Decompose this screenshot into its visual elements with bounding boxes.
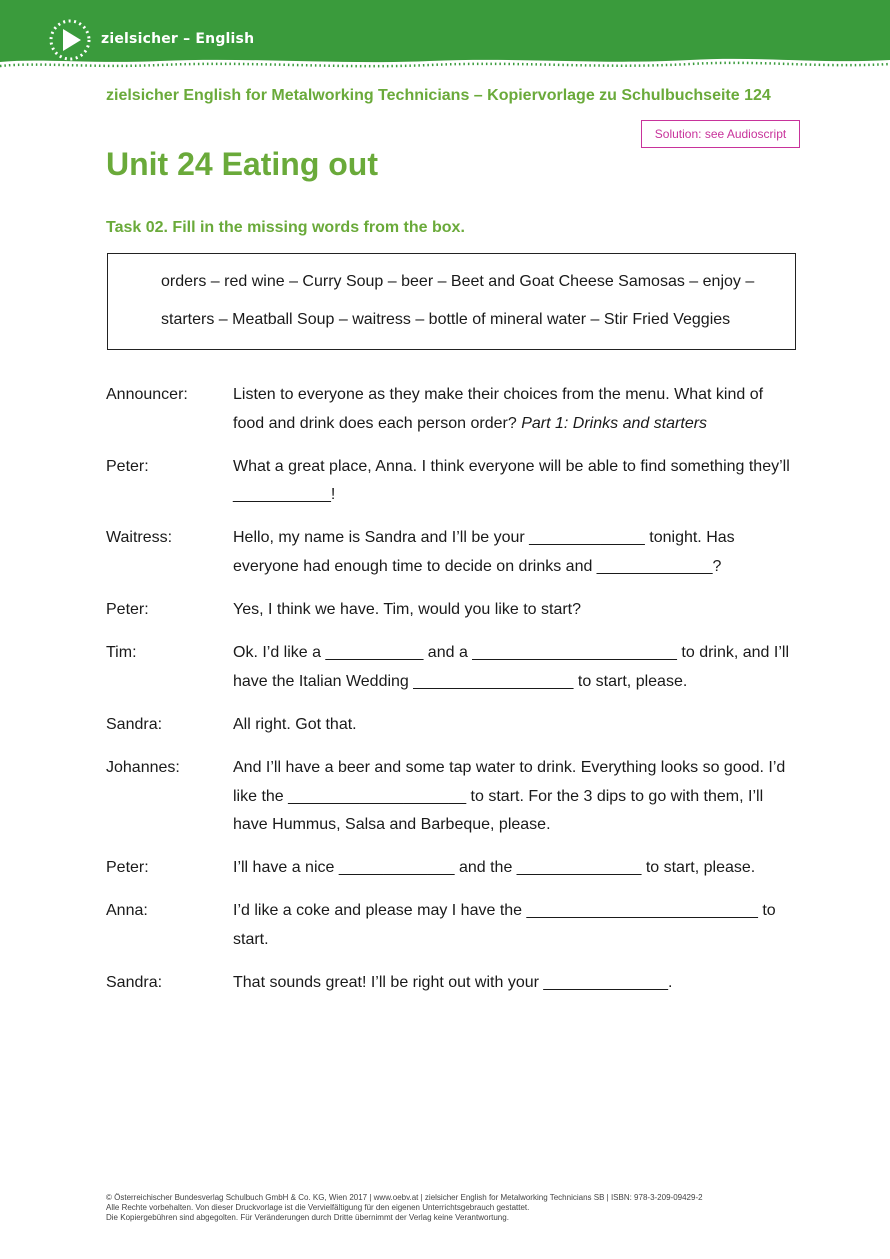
speaker: Peter: xyxy=(106,601,149,619)
task-title: Task 02. Fill in the missing words from the box. xyxy=(106,219,465,236)
dialogue-row xyxy=(106,639,796,696)
dialogue-row xyxy=(106,754,796,840)
dialogue-row xyxy=(106,596,796,625)
dialogue-row xyxy=(106,897,796,954)
speech-text: And I’ll have a beer and some tap water to drink. Everything looks so good. I’d like the ____________________ to start. For the 3 dips to go with them, I’ll have Hummus, Salsa and Barbeque, please. xyxy=(233,758,786,834)
page-subtitle: zielsicher English for Metalworking Technicians – Kopiervorlage zu Schulbuchseite 124 xyxy=(106,87,771,104)
speaker: Johannes: xyxy=(106,758,180,776)
speech-text: I’ll have a nice _____________ and the ______________ to start, please. xyxy=(233,859,756,877)
speech-text: Hello, my name is Sandra and I’ll be your _____________ tonight. Has everyone had enough time to decide on drinks and _____________? xyxy=(233,529,735,575)
speech-text: All right. Got that. xyxy=(233,715,357,733)
word-box-line-2: starters – Meatball Soup – waitress – bottle of mineral water – Stir Fried Veggies xyxy=(161,311,731,328)
speaker: Announcer: xyxy=(106,386,188,403)
footer xyxy=(106,1193,703,1223)
unit-title: Unit 24 Eating out xyxy=(106,146,378,182)
dialogue-row xyxy=(106,711,796,740)
dialogue-row xyxy=(106,453,796,510)
speech xyxy=(233,381,793,438)
speaker: Tim: xyxy=(106,644,137,662)
speech-note: Part 1: Drinks and starters xyxy=(521,414,708,432)
speech-text: That sounds great! I’ll be right out with your ______________. xyxy=(233,974,673,991)
speaker: Sandra: xyxy=(106,715,163,733)
footer-disclaimer: Die Kopiergebühren sind abgegolten. Für Veränderungen durch Dritte übernimmt der Verlag keine Verantwortung. xyxy=(106,1213,509,1222)
dialogue xyxy=(106,381,796,1012)
dialogue-row xyxy=(106,969,796,998)
footer-rights: Alle Rechte vorbehalten. Von dieser Druckvorlage ist die Vervielfältigung für den eigenen Unterrichtsgebrauch gestattet. xyxy=(106,1203,530,1212)
word-box xyxy=(107,253,796,350)
speaker: Peter: xyxy=(106,457,149,475)
speaker: Sandra: xyxy=(106,974,163,991)
speech-text: What a great place, Anna. I think everyone will be able to find something they’ll ___________! xyxy=(233,457,790,504)
solution-note: Solution: see Audioscript xyxy=(641,120,800,148)
dialogue-row xyxy=(106,524,796,581)
dialogue-row xyxy=(106,381,796,438)
speech-text: Listen to everyone as they make their choices from the menu. What kind of food and drink does each person order? xyxy=(233,386,764,432)
speaker: Peter: xyxy=(106,859,149,877)
footer-copyright: © Österreichischer Bundesverlag Schulbuch GmbH & Co. KG, Wien 2017 | www.oebv.at | zielsicher English for Metalworking Technicians SB | ISBN: 978-3-209-09429-2 xyxy=(106,1193,703,1202)
word-box-line-1: orders – red wine – Curry Soup – beer – Beet and Goat Cheese Samosas – enjoy – xyxy=(161,273,755,290)
speaker: Anna: xyxy=(106,902,148,920)
speech-text: Yes, I think we have. Tim, would you like to start? xyxy=(233,601,582,619)
speaker: Waitress: xyxy=(106,529,173,547)
speech-text: I’d like a coke and please may I have the __________________________ to start. xyxy=(233,902,776,948)
logo-text: zielsicher – English xyxy=(101,31,255,47)
speech-text: Ok. I’d like a ___________ and a _______________________ to drink, and I’ll have the Italian Wedding __________________ to start, please. xyxy=(233,644,790,690)
dialogue-row xyxy=(106,854,796,883)
